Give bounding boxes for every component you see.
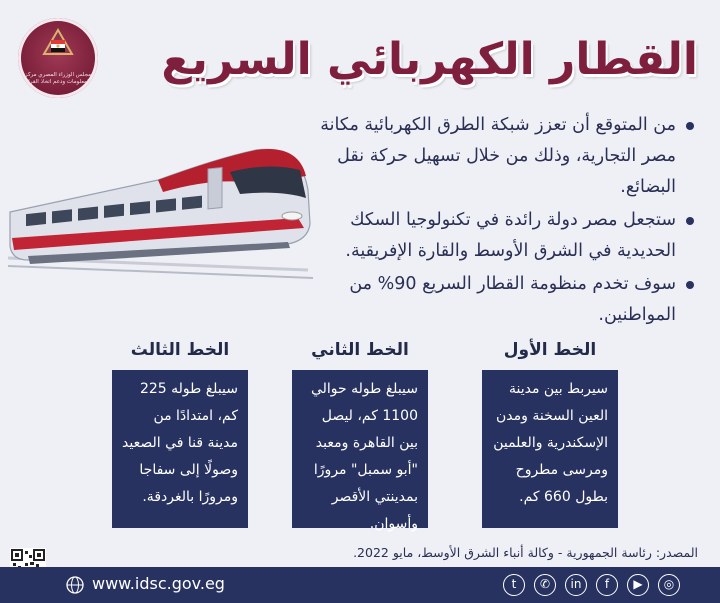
line-3-box: سيبلغ طوله 225 كم، امتدادًا من مدينة قنا في الصعيد وصولًا إلى سفاجا ومرورًا بالغردقة. — [112, 370, 248, 528]
egypt-flag-icon — [42, 28, 74, 68]
facebook-icon[interactable]: f — [596, 574, 618, 596]
bullet-item: من المتوقع أن تعزز شبكة الطرق الكهربائية مكانة مصر التجارية، وذلك من خلال تسهيل حركة نقل البضائع. — [288, 110, 698, 203]
bullet-list — [288, 110, 698, 333]
footer-bar — [0, 567, 720, 603]
twitter-icon[interactable]: t — [503, 574, 525, 596]
source-note: المصدر: رئاسة الجمهورية - وكالة أنباء الشرق الأوسط، مايو 2022. — [353, 545, 698, 560]
logo-text: مجلس الوزراء المصري مركز المعلومات ودعم اتخاذ القرار — [24, 72, 92, 85]
line-1-box: سيربط بين مدينة العين السخنة ومدن الإسكندرية والعلمين ومرسى مطروح بطول 660 كم. — [482, 370, 618, 528]
whatsapp-icon[interactable]: ✆ — [534, 574, 556, 596]
globe-icon — [66, 576, 84, 594]
line-2-title: الخط الثاني — [311, 340, 409, 360]
idsc-logo — [18, 18, 98, 98]
line-1-title: الخط الأول — [503, 340, 597, 360]
linkedin-icon[interactable]: in — [565, 574, 587, 596]
bullet-item: سوف تخدم منظومة القطار السريع 90% من المواطنين. — [288, 269, 698, 331]
line-2-box: سيبلغ طوله حوالي 1100 كم، ليصل بين القاهرة ومعبد "أبو سمبل" مرورًا بمدينتي الأقصر وأسوان. — [292, 370, 428, 528]
youtube-icon[interactable]: ▶ — [627, 574, 649, 596]
page-title: القطار الكهربائي السريع — [161, 34, 698, 85]
instagram-icon[interactable]: ◎ — [658, 574, 680, 596]
bullet-item: ستجعل مصر دولة رائدة في تكنولوجيا السكك الحديدية في الشرق الأوسط والقارة الإفريقية. — [288, 205, 698, 267]
train-illustration — [8, 120, 318, 280]
social-icons — [494, 574, 680, 596]
line-3-title: الخط الثالث — [130, 340, 230, 360]
website-link[interactable]: www.idsc.gov.eg — [92, 574, 225, 593]
